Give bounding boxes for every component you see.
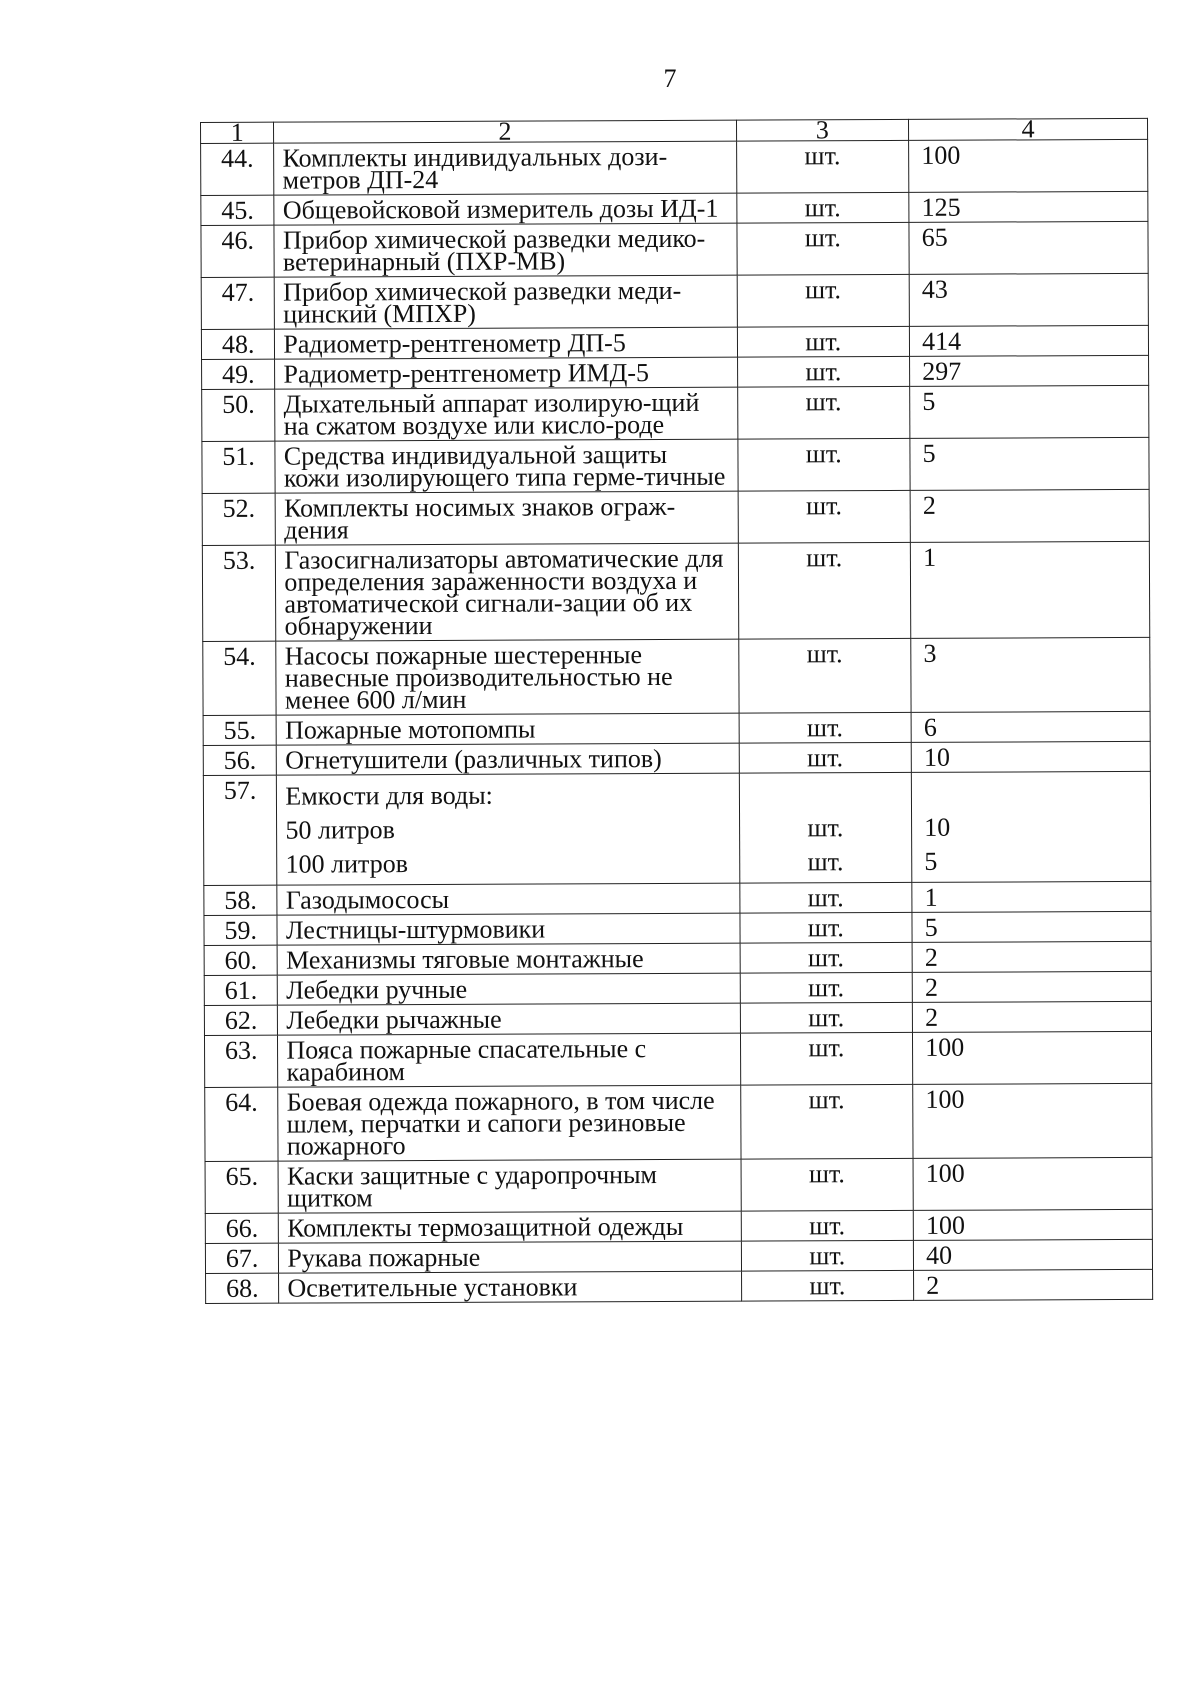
item-name: Боевая одежда пожарного, в том числе шлем, перчатки и сапоги резиновые пожарного — [278, 1085, 740, 1161]
quantity-cell: 65 — [909, 221, 1148, 274]
unit-cell: шт. — [740, 942, 913, 973]
unit-cell: шт. — [736, 222, 909, 275]
spacer — [924, 776, 1142, 811]
item-group-title: Емкости для воды: — [285, 780, 493, 811]
row-number: 49. — [202, 359, 276, 389]
unit-cell — [739, 772, 912, 883]
equipment-table — [200, 114, 1153, 1304]
table-row — [205, 1209, 1152, 1243]
item-name: Дыхательный аппарат изолирую-щий на сжатом воздухе или кисло-роде — [275, 387, 737, 441]
sub-item-quantity: 10 — [924, 812, 951, 842]
unit-cell: шт. — [739, 742, 912, 773]
table-row — [203, 741, 1150, 775]
row-number: 65. — [205, 1161, 279, 1213]
unit-cell: шт. — [736, 140, 909, 193]
unit-cell: шт. — [740, 1084, 913, 1159]
item-name: Газодымососы — [277, 883, 739, 915]
quantity-cell: 2 — [910, 489, 1149, 542]
sub-item-name: 100 литров — [285, 849, 409, 879]
row-number: 51. — [202, 441, 276, 493]
item-name: Радиометр-рентгенометр ИМД-5 — [275, 357, 737, 389]
row-number: 68. — [206, 1273, 280, 1303]
item-name: Лебедки ручные — [278, 973, 740, 1005]
row-number: 54. — [203, 641, 277, 715]
table-row — [202, 355, 1149, 389]
quantity-cell: 2 — [912, 971, 1151, 1002]
item-name: Пояса пожарные спасательные с карабином — [278, 1033, 740, 1087]
table-row — [201, 273, 1148, 329]
unit-cell: шт. — [739, 912, 912, 943]
unit-cell: шт. — [741, 1158, 914, 1211]
row-number: 56. — [203, 745, 277, 775]
table-row — [204, 941, 1151, 975]
row-number: 48. — [201, 329, 275, 359]
quantity-cell: 100 — [909, 139, 1148, 192]
sub-item-unit: шт. — [807, 847, 844, 877]
table-row — [204, 971, 1151, 1005]
row-number: 53. — [202, 545, 276, 641]
item-name: Прибор химической разведки меди-цинский (МПХР) — [275, 275, 737, 329]
row-number: 59. — [204, 915, 278, 945]
table-row — [201, 139, 1148, 195]
quantity-cell: 5 — [912, 911, 1151, 942]
row-number: 58. — [204, 885, 278, 915]
unit-cell: шт. — [741, 1240, 914, 1271]
table-row — [201, 221, 1148, 277]
item-name: Комплекты индивидуальных дози-метров ДП-24 — [274, 141, 736, 195]
quantity-cell: 1 — [912, 881, 1151, 912]
row-number: 55. — [203, 715, 277, 745]
item-name: Рукава пожарные — [279, 1241, 741, 1273]
unit-cell: шт. — [737, 356, 910, 387]
row-number: 46. — [201, 225, 275, 277]
table-row — [201, 325, 1148, 359]
sub-item-unit: шт. — [807, 813, 844, 843]
table-row — [204, 1031, 1151, 1087]
row-number: 62. — [204, 1005, 278, 1035]
item-name: Средства индивидуальной защиты кожи изолирующего типа герме-тичные — [275, 439, 737, 493]
quantity-cell: 100 — [913, 1209, 1152, 1240]
table-row — [204, 1001, 1151, 1035]
unit-cell: шт. — [740, 1032, 913, 1085]
quantity-cell: 40 — [914, 1239, 1153, 1270]
table-row — [205, 1083, 1152, 1161]
unit-cell: шт. — [741, 1210, 914, 1241]
row-number: 63. — [204, 1035, 278, 1087]
unit-cell: шт. — [740, 1002, 913, 1033]
item-name: Пожарные мотопомпы — [276, 713, 738, 745]
item-name: Радиометр-рентгенометр ДП-5 — [275, 327, 737, 359]
column-header-3: 3 — [736, 119, 909, 141]
quantity-cell: 2 — [912, 941, 1151, 972]
table-body — [201, 139, 1153, 1303]
unit-cell: шт. — [738, 490, 911, 543]
row-number: 52. — [202, 493, 276, 545]
quantity-cell: 5 — [910, 437, 1149, 490]
column-header-1: 1 — [201, 122, 274, 143]
unit-cell: шт. — [737, 386, 910, 439]
sub-item-name: 50 литров — [285, 815, 395, 845]
row-number: 66. — [205, 1213, 279, 1243]
row-number: 57. — [203, 775, 277, 885]
item-name: Осветительные установки — [279, 1271, 741, 1303]
row-number: 64. — [205, 1087, 279, 1161]
item-name: Лестницы-штурмовики — [277, 913, 739, 945]
unit-cell: шт. — [740, 972, 913, 1003]
unit-cell: шт. — [738, 542, 911, 639]
row-number: 45. — [201, 195, 275, 225]
table-row — [202, 385, 1149, 441]
table-row — [203, 771, 1150, 885]
table-row — [205, 1157, 1152, 1213]
quantity-cell: 125 — [909, 191, 1148, 222]
item-name: Огнетушители (различных типов) — [277, 743, 739, 775]
item-name: Прибор химической разведки медико-ветеринарный (ПХР-МВ) — [274, 223, 736, 277]
item-name: Общевойсковой измеритель дозы ИД-1 — [274, 193, 736, 225]
column-header-4: 4 — [909, 118, 1148, 140]
quantity-cell: 2 — [913, 1001, 1152, 1032]
table-row — [202, 489, 1149, 545]
table-row — [202, 541, 1149, 641]
item-name: Комплекты термозащитной одежды — [279, 1211, 741, 1243]
quantity-cell: 2 — [914, 1269, 1153, 1300]
item-name — [277, 773, 740, 885]
quantity-cell: 5 — [910, 385, 1149, 438]
item-name: Насосы пожарные шестеренные навесные производительностью не менее 600 л/мин — [276, 639, 738, 715]
quantity-cell: 43 — [909, 273, 1148, 326]
table-row — [203, 637, 1150, 715]
row-number: 47. — [201, 277, 275, 329]
item-name: Лебедки рычажные — [278, 1003, 740, 1035]
spacer — [747, 777, 903, 812]
item-name: Каски защитные с ударопрочным щитком — [278, 1159, 740, 1213]
table-row — [203, 711, 1150, 745]
quantity-cell — [912, 771, 1151, 882]
unit-cell: шт. — [737, 326, 910, 357]
quantity-cell: 297 — [910, 355, 1149, 386]
quantity-cell: 414 — [910, 325, 1149, 356]
unit-cell: шт. — [737, 438, 910, 491]
unit-cell: шт. — [739, 712, 912, 743]
page-number: 7 — [663, 64, 677, 93]
row-number: 50. — [202, 389, 276, 441]
unit-cell: шт. — [741, 1270, 914, 1301]
table-row — [204, 881, 1151, 915]
column-header-2: 2 — [274, 120, 736, 143]
quantity-cell: 10 — [911, 741, 1150, 772]
quantity-cell: 3 — [911, 637, 1150, 712]
table-row — [205, 1239, 1152, 1273]
table-row — [206, 1269, 1153, 1303]
quantity-cell: 100 — [913, 1083, 1152, 1158]
table-row — [201, 191, 1148, 225]
row-number: 67. — [205, 1243, 279, 1273]
unit-cell: шт. — [739, 882, 912, 913]
unit-cell: шт. — [738, 638, 911, 713]
quantity-cell: 100 — [913, 1157, 1152, 1210]
quantity-cell: 100 — [913, 1031, 1152, 1084]
sub-item-quantity: 5 — [924, 846, 938, 876]
table-row — [204, 911, 1151, 945]
unit-cell: шт. — [736, 192, 909, 223]
table-row — [202, 437, 1149, 493]
item-name: Комплекты носимых знаков ограж-дения — [276, 491, 738, 545]
quantity-cell: 1 — [910, 541, 1149, 638]
quantity-cell: 6 — [911, 711, 1150, 742]
item-name: Газосигнализаторы автоматические для определения зараженности воздуха и автоматической сигнали-зации об их обнаружении — [276, 543, 739, 641]
item-name: Механизмы тяговые монтажные — [277, 943, 739, 975]
row-number: 44. — [201, 143, 275, 195]
row-number: 61. — [204, 975, 278, 1005]
row-number: 60. — [204, 945, 278, 975]
unit-cell: шт. — [737, 274, 910, 327]
